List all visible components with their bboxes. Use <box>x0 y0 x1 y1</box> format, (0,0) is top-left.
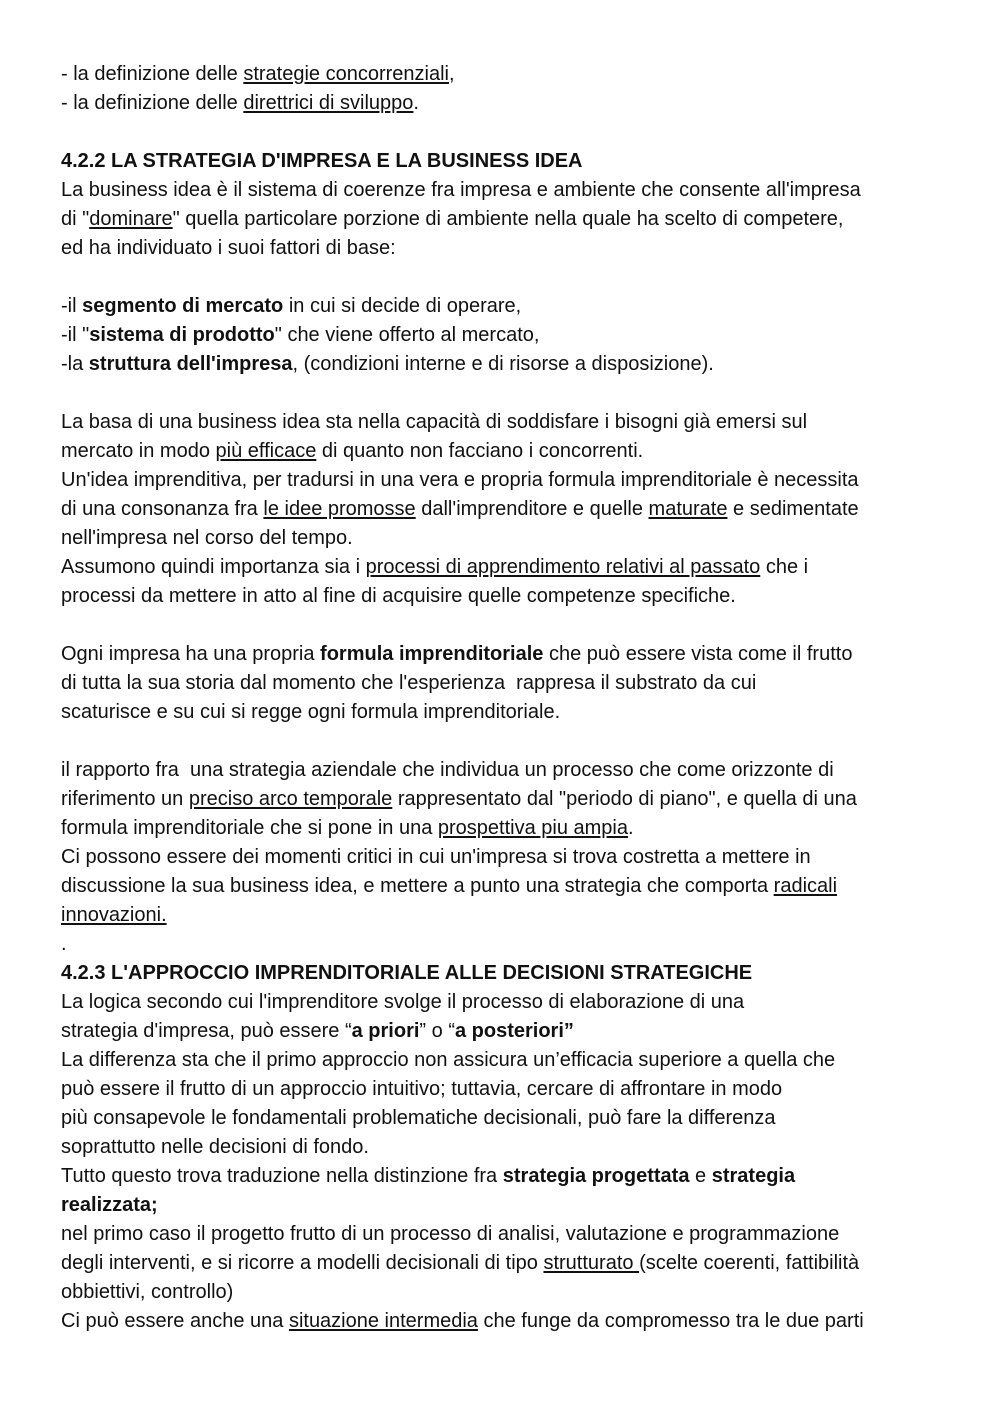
text-segment: dall'imprenditore e quelle <box>415 498 649 520</box>
blank-line <box>61 727 961 756</box>
text-segment: -la <box>61 353 89 375</box>
bold-text: segmento di mercato <box>82 295 284 317</box>
text-line <box>61 234 961 263</box>
text-line <box>61 814 961 843</box>
text-line <box>61 669 961 698</box>
text-segment: e sedimentate <box>727 498 859 520</box>
text-segment: 4.2.3 L'APPROCCIO IMPRENDITORIALE ALLE DECISIONI STRATEGICHE <box>61 962 753 984</box>
text-line <box>61 1046 961 1075</box>
text-segment: -il <box>61 295 83 317</box>
text-segment: Assumono quindi importanza sia i <box>61 556 366 578</box>
text-line <box>61 872 961 901</box>
text-segment: nell'impresa nel corso del tempo. <box>61 527 353 549</box>
text-segment: di una consonanza fra <box>61 498 264 520</box>
text-segment: 4.2.2 LA STRATEGIA D'IMPRESA E LA BUSINESS IDEA <box>61 150 583 172</box>
text-segment: , <box>449 63 455 85</box>
text-segment: Un'idea imprenditiva, per tradursi in una vera e propria formula imprenditoriale è necessita <box>61 469 859 491</box>
text-segment: che funge da compromesso tra le due parti <box>477 1310 864 1332</box>
underlined-text: dominare <box>89 208 173 230</box>
text-line <box>61 988 961 1017</box>
text-segment: (scelte coerenti, fattibilità <box>639 1252 860 1274</box>
text-segment: di tutta la sua storia dal momento che l'esperienza rappresa il substrato da cui <box>61 672 757 694</box>
text-segment: strategia d'impresa, può essere “ <box>61 1020 352 1042</box>
bold-text: sistema di prodotto <box>89 324 275 346</box>
blank-line <box>61 118 961 147</box>
text-line <box>61 698 961 727</box>
text-segment: scaturisce e su cui si regge ogni formula imprenditoriale. <box>61 701 561 723</box>
text-segment: . <box>413 92 419 114</box>
section-heading <box>61 959 961 988</box>
bold-text: formula imprenditoriale <box>320 643 544 665</box>
text-line <box>61 89 961 118</box>
text-segment: riferimento un <box>61 788 189 810</box>
text-line <box>61 756 961 785</box>
text-line <box>61 176 961 205</box>
text-line <box>61 1104 961 1133</box>
text-segment: Ci possono essere dei momenti critici in cui un'impresa si trova costretta a mettere in <box>61 846 811 868</box>
text-line <box>61 292 961 321</box>
underlined-text: prospettiva piu ampia <box>437 817 628 839</box>
text-segment: discussione la sua business idea, e mettere a punto una strategia che comporta <box>61 875 774 897</box>
text-segment: La business idea è il sistema di coerenze fra impresa e ambiente che consente all'impresa <box>61 179 861 201</box>
text-segment: Ogni impresa ha una propria <box>61 643 321 665</box>
text-segment: . <box>61 933 67 955</box>
underlined-text: strategie concorrenziali <box>243 63 449 85</box>
blank-line <box>61 379 961 408</box>
bold-text: strategia <box>711 1165 796 1187</box>
text-line <box>61 1220 961 1249</box>
underlined-text: radicali <box>773 875 838 897</box>
text-line <box>61 495 961 524</box>
underlined-text: le idee promosse <box>263 498 416 520</box>
text-segment: più consapevole le fondamentali problematiche decisionali, può fare la differenza <box>61 1107 776 1129</box>
text-segment: La basa di una business idea sta nella capacità di soddisfare i bisogni già emersi sul <box>61 411 808 433</box>
text-line <box>61 582 961 611</box>
text-segment: La logica secondo cui l'imprenditore svolge il processo di elaborazione di una <box>61 991 745 1013</box>
text-segment: Tutto questo trova traduzione nella distinzione fra <box>61 1165 503 1187</box>
underlined-text: più efficace <box>215 440 317 462</box>
text-segment: ed ha individuato i suoi fattori di base: <box>61 237 396 259</box>
section-heading <box>61 147 961 176</box>
text-segment: mercato in modo <box>61 440 216 462</box>
text-line <box>61 785 961 814</box>
text-segment: degli interventi, e si ricorre a modelli decisionali di tipo <box>61 1252 544 1274</box>
text-segment: nel primo caso il progetto frutto di un processo di analisi, valutazione e programmazione <box>61 1223 840 1245</box>
text-segment: " che viene offerto al mercato, <box>274 324 540 346</box>
text-line <box>61 524 961 553</box>
text-line <box>61 1075 961 1104</box>
text-segment: che può essere vista come il frutto <box>543 643 853 665</box>
blank-line <box>61 263 961 292</box>
text-segment: obbiettivi, controllo) <box>61 1281 234 1303</box>
document-page <box>61 60 961 1336</box>
blank-line <box>61 611 961 640</box>
underlined-text: maturate <box>648 498 728 520</box>
text-segment: - la definizione delle <box>61 92 244 114</box>
text-line <box>61 437 961 466</box>
text-line <box>61 1307 961 1336</box>
text-segment: di " <box>61 208 90 230</box>
text-line <box>61 640 961 669</box>
text-segment: " quella particolare porzione di ambiente nella quale ha scelto di competere, <box>172 208 844 230</box>
text-line <box>61 930 961 959</box>
bold-text: strategia progettata <box>502 1165 690 1187</box>
bold-text: a posteriori” <box>454 1020 574 1042</box>
text-line <box>61 1249 961 1278</box>
text-line <box>61 1278 961 1307</box>
text-segment: in cui si decide di operare, <box>283 295 522 317</box>
underlined-text: preciso arco temporale <box>188 788 393 810</box>
text-segment: formula imprenditoriale che si pone in una <box>61 817 438 839</box>
text-segment: può essere il frutto di un approccio intuitivo; tuttavia, cercare di affrontare in modo <box>61 1078 783 1100</box>
text-line <box>61 466 961 495</box>
text-segment: , (condizioni interne e di risorse a disposizione). <box>292 353 714 375</box>
bold-text: struttura dell'impresa <box>88 353 293 375</box>
text-line <box>61 408 961 437</box>
text-line <box>61 553 961 582</box>
bold-text: a priori <box>351 1020 420 1042</box>
text-line <box>61 1133 961 1162</box>
bold-text: realizzata; <box>61 1194 158 1216</box>
text-line <box>61 60 961 89</box>
text-line <box>61 843 961 872</box>
text-segment: ” o “ <box>419 1020 455 1042</box>
underlined-text: innovazioni. <box>61 904 167 926</box>
underlined-text: situazione intermedia <box>288 1310 478 1332</box>
text-line <box>61 1191 961 1220</box>
text-segment: che i <box>760 556 809 578</box>
text-segment: . <box>627 817 634 839</box>
text-line <box>61 1162 961 1191</box>
underlined-text: strutturato <box>543 1252 640 1274</box>
text-segment: Ci può essere anche una <box>61 1310 289 1332</box>
text-segment: -il " <box>61 324 90 346</box>
text-line <box>61 901 961 930</box>
underlined-text: processi di apprendimento relativi al passato <box>365 556 761 578</box>
text-segment: di quanto non facciano i concorrenti. <box>316 440 644 462</box>
text-line <box>61 350 961 379</box>
text-segment: La differenza sta che il primo approccio non assicura un’efficacia superiore a quella che <box>61 1049 836 1071</box>
text-segment: - la definizione delle <box>61 63 244 85</box>
text-line <box>61 321 961 350</box>
text-segment: processi da mettere in atto al fine di acquisire quelle competenze specifiche. <box>61 585 736 607</box>
underlined-text: direttrici di sviluppo <box>243 92 414 114</box>
text-segment: soprattutto nelle decisioni di fondo. <box>61 1136 369 1158</box>
text-segment: rappresentato dal "periodo di piano", e quella di una <box>392 788 857 810</box>
text-segment: e <box>689 1165 712 1187</box>
text-segment: il rapporto fra una strategia aziendale che individua un processo che come orizzonte di <box>61 759 834 781</box>
text-line <box>61 1017 961 1046</box>
text-line <box>61 205 961 234</box>
